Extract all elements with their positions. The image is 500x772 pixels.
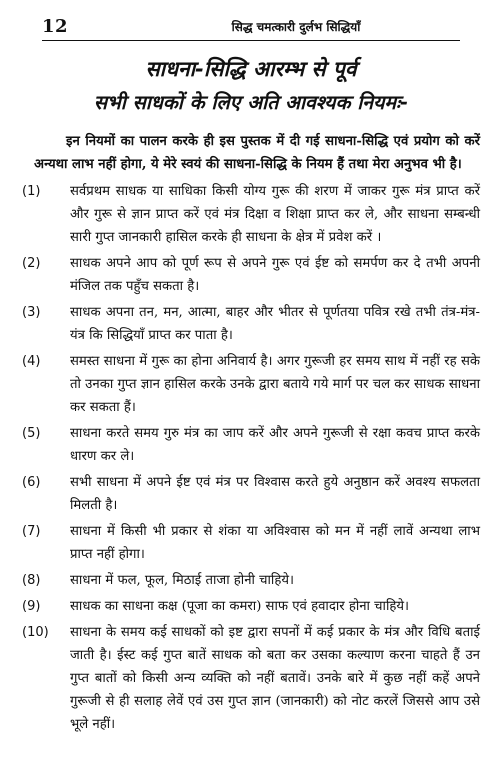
rule-number: (2) xyxy=(22,256,41,271)
rule-item xyxy=(22,252,480,298)
rule-text: साधना में किसी भी प्रकार से शंका या अविश्वास को मन में नहीं लावें अन्यथा लाभ प्राप्त नहीं होगा। xyxy=(70,524,480,562)
rule-text: साधना करते समय गुरु मंत्र का जाप करें और अपने गुरूजी से रक्षा कवच प्राप्त करके धारण कर ले। xyxy=(70,426,480,464)
rule-item xyxy=(22,621,480,736)
rule-number: (6) xyxy=(22,475,41,490)
rule-item xyxy=(22,422,480,468)
rule-number: (3) xyxy=(22,305,41,320)
rule-number: (9) xyxy=(22,599,41,614)
rule-item xyxy=(22,595,480,618)
rule-number: (4) xyxy=(22,354,41,369)
rule-item xyxy=(22,520,480,566)
rule-item xyxy=(22,471,480,517)
rule-number: (5) xyxy=(22,426,41,441)
page-number: 12 xyxy=(42,16,69,37)
rule-text: साधना में फल, फूल, मिठाई ताजा होनी चाहिये। xyxy=(70,573,294,588)
rule-text: सभी साधना में अपने ईष्ट एवं मंत्र पर विश्वास करते हुये अनुष्ठान करें अवश्य सफलता मिलती है। xyxy=(70,475,480,513)
rule-text: समस्त साधना में गुरू का होना अनिवार्य है। अगर गुरूजी हर समय साथ में नहीं रह सके तो उनका गुप्त ज्ञान हासिल करके उनके द्वारा बताये गये मार्ग पर चल कर साधक साधना कर सकता हैं। xyxy=(70,354,480,415)
rule-number: (8) xyxy=(22,573,41,588)
rule-number: (10) xyxy=(22,625,49,640)
rule-text: साधक अपना तन, मन, आत्मा, बाहर और भीतर से पूर्णतया पवित्र रखे तभी तंत्र-मंत्र-यंत्र कि सिद्धियाँ प्राप्त कर पाता है। xyxy=(70,305,480,343)
chapter-title xyxy=(22,54,480,118)
chapter-title-line-2: सभी साधकों के लिए अति आवश्यक नियमः- xyxy=(93,91,409,114)
rule-text: साधक अपने आप को पूर्ण रूप से अपने गुरू एवं ईष्ट को समर्पण कर दे तभी अपनी मंजिल तक पहुँच सकता है। xyxy=(70,256,480,294)
rule-item xyxy=(22,301,480,347)
rule-text: साधना के समय कई साधकों को इष्ट द्वारा सपनों में कई प्रकार के मंत्र और विधि बताई जाती है। ईस्ट कई गुप्त बातें साधक को बता कर उसका कल्याण करना चाहते हैं उन गुप्त बातों को किसी अन्य व्यक्ति को नहीं बतावें। उनके बारे में कुछ नहीं कहें अपने गुरूजी से ही सलाह लेवें एवं उस गुप्त ज्ञान (जानकारी) को नोट करलें जिससे आप उसे भूले नहीं। xyxy=(70,625,480,732)
rules-list xyxy=(22,180,480,736)
rule-item xyxy=(22,180,480,249)
rule-item xyxy=(22,350,480,419)
rule-item xyxy=(22,569,480,592)
rule-text: साधक का साधना कक्ष (पूजा का कमरा) साफ एवं हवादार होना चाहिये। xyxy=(70,599,410,614)
page-header xyxy=(22,0,480,44)
running-title: सिद्ध चमत्कारी दुर्लभ सिद्धियाँ xyxy=(231,20,361,34)
header-rule xyxy=(42,40,460,41)
rule-number: (1) xyxy=(22,184,41,199)
rule-number: (7) xyxy=(22,524,41,539)
rule-text: सर्वप्रथम साधक या साधिका किसी योग्य गुरू की शरण में जाकर गुरू मंत्र प्राप्त करें और गुरू से ज्ञान प्राप्त करें एवं मंत्र दिक्षा व शिक्षा प्राप्त कर ले, और साधना सम्बन्धी सारी गुप्त जानकारी हासिल करके ही साधना के क्षेत्र में प्रवेश करें । xyxy=(70,184,480,245)
intro-paragraph: इन नियमों का पालन करके ही इस पुस्तक में दी गई साधना-सिद्धि एवं प्रयोग को करें अन्यथा लाभ नहीं होगा, ये मेरे स्वयं की साधना-सिद्धि के नियम हैं तथा मेरा अनुभव भी है। xyxy=(34,134,480,172)
chapter-title-line-1: साधना-सिद्धि आरम्भ से पूर्व xyxy=(145,57,357,81)
